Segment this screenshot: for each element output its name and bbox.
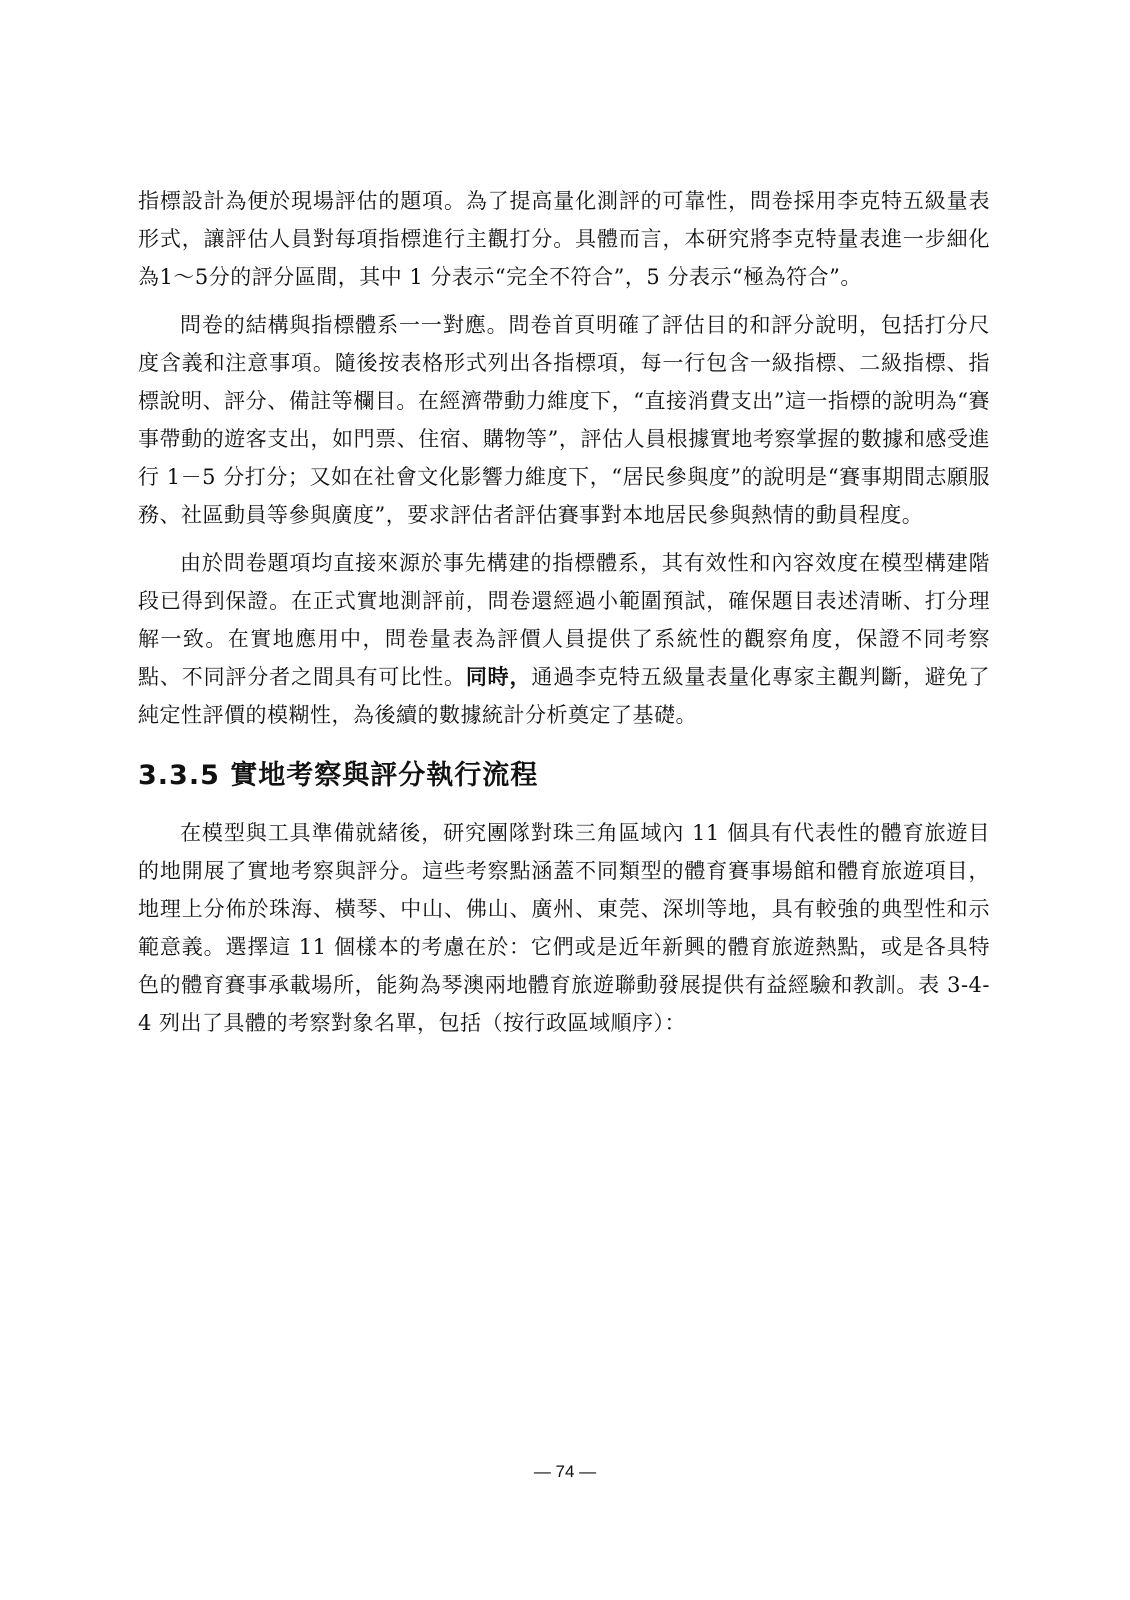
paragraph-likert-scale: 指標設計為便於現場評估的題項。為了提高量化測評的可靠性，問卷採用李克特五級量表形式，讓評估人員對每項指標進行主觀打分。具體而言，本研究將李克特量表進一步細化為1～5分的評分區間，其中 1 分表示“完全不符合”，5 分表示“極為符合”。 (138, 189, 990, 289)
paragraph-questionnaire-structure: 問卷的結構與指標體系一一對應。問卷首頁明確了評估目的和評分說明，包括打分尺度含義和注意事項。隨後按表格形式列出各指標項，每一行包含一級指標、二級指標、指標說明、評分、備註等欄目。在經濟帶動力維度下，“直接消費支出”這一指標的說明為“賽事帶動的遊客支出，如門票、住宿、購物等”，評估人員根據實地考察掌握的數據和感受進行 1－5 分打分；又如在社會文化影響力維度下，“居民參與度”的說明是“賽事期間志願服務、社區動員等參與廣度”，要求評估者評估賽事對本地居民參與熱情的動員程度。 (138, 313, 990, 527)
validity-text-2: 通過李克特五級量表量化專家主觀判斷，避免了純定性評價的模糊性，為後續的數據統計分析奠定了基礎。 (138, 665, 991, 727)
document-body (138, 182, 990, 1042)
page-number: — 74 — (533, 1462, 597, 1481)
validity-text-1: 由於問卷題項均直接來源於事先構建的指標體系，其有效性和內容效度在模型構建階段已得到保證。在正式實地測評前，問卷還經過小範圍預試，確保題目表述清晰、打分理解一致。在實地應用中，問卷量表為評價人員提供了系統性的觀察角度，保證不同考察點、不同評分者之間具有可比性。 (138, 551, 990, 689)
paragraph-field-survey: 在模型與工具準備就緒後，研究團隊對珠三角區域內 11 個具有代表性的體育旅遊目的地開展了實地考察與評分。這些考察點涵蓋不同類型的體育賽事場館和體育旅遊項目，地理上分佈於珠海、橫琴、中山、佛山、廣州、東莞、深圳等地，具有較強的典型性和示範意義。選擇這 11 個樣本的考慮在於：它們或是近年新興的體育旅遊熱點，或是各具特色的體育賽事承載場所，能夠為琴澳兩地體育旅遊聯動發展提供有益經驗和教訓。表 3-4-4 列出了具體的考察對象名單，包括（按行政區域順序）： (138, 821, 990, 1035)
paragraph-validity (138, 544, 990, 734)
validity-bold-text: 同時， (465, 664, 532, 689)
section-heading: 3.3.5 實地考察與評分執行流程 (138, 760, 539, 791)
